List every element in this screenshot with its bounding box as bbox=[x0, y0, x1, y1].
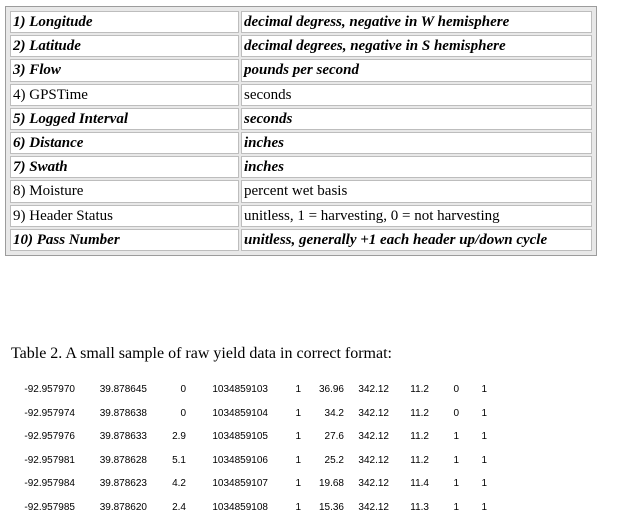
data-cell: 342.12 bbox=[358, 478, 389, 490]
field-name: 5) Logged Interval bbox=[10, 108, 239, 130]
field-unit: inches bbox=[241, 132, 592, 154]
data-cell: 11.2 bbox=[410, 384, 429, 396]
data-cell: 1 bbox=[295, 408, 301, 420]
data-cell: 1 bbox=[295, 502, 301, 514]
data-cell: 15.36 bbox=[319, 502, 344, 514]
table-2-caption: Table 2. A small sample of raw yield data in correct format: bbox=[11, 344, 392, 364]
data-cell: 342.12 bbox=[358, 384, 389, 396]
data-cell: 11.2 bbox=[410, 455, 429, 467]
field-unit: inches bbox=[241, 156, 592, 178]
data-cell: -92.957976 bbox=[24, 431, 75, 443]
field-row bbox=[10, 59, 592, 81]
data-cell: 1 bbox=[481, 502, 487, 514]
data-cell: 11.2 bbox=[410, 408, 429, 420]
field-row bbox=[10, 11, 592, 33]
data-cell: 1 bbox=[453, 455, 459, 467]
field-name: 6) Distance bbox=[10, 132, 239, 154]
field-row bbox=[10, 35, 592, 57]
data-cell: -92.957974 bbox=[24, 408, 75, 420]
data-cell: 1034859103 bbox=[212, 384, 268, 396]
data-cell: 19.68 bbox=[319, 478, 344, 490]
data-row bbox=[0, 380, 631, 404]
data-cell: 1 bbox=[295, 455, 301, 467]
data-cell: 1034859105 bbox=[212, 431, 268, 443]
data-cell: 34.2 bbox=[325, 408, 344, 420]
data-cell: 11.3 bbox=[410, 502, 429, 514]
data-cell: 1 bbox=[453, 502, 459, 514]
field-name: 9) Header Status bbox=[10, 205, 239, 227]
data-cell: 342.12 bbox=[358, 455, 389, 467]
field-name: 8) Moisture bbox=[10, 180, 239, 202]
data-cell: 342.12 bbox=[358, 502, 389, 514]
field-row bbox=[10, 180, 592, 202]
field-row bbox=[10, 132, 592, 154]
data-cell: 27.6 bbox=[325, 431, 344, 443]
field-unit: unitless, generally +1 each header up/down cycle bbox=[241, 229, 592, 251]
data-cell: 0 bbox=[180, 408, 186, 420]
data-cell: 39.878620 bbox=[100, 502, 147, 514]
field-unit: unitless, 1 = harvesting, 0 = not harvesting bbox=[241, 205, 592, 227]
data-cell: 39.878638 bbox=[100, 408, 147, 420]
data-cell: 1034859104 bbox=[212, 408, 268, 420]
field-row bbox=[10, 84, 592, 106]
data-cell: 1034859106 bbox=[212, 455, 268, 467]
data-cell: 1 bbox=[481, 455, 487, 467]
data-cell: 4.2 bbox=[172, 478, 186, 490]
data-cell: 2.9 bbox=[172, 431, 186, 443]
field-name: 3) Flow bbox=[10, 59, 239, 81]
field-unit: decimal degrees, negative in S hemisphere bbox=[241, 35, 592, 57]
data-cell: -92.957970 bbox=[24, 384, 75, 396]
field-definitions-table bbox=[5, 6, 597, 256]
data-row bbox=[0, 474, 631, 498]
field-name: 1) Longitude bbox=[10, 11, 239, 33]
data-cell: 1 bbox=[295, 384, 301, 396]
data-cell: 342.12 bbox=[358, 408, 389, 420]
data-cell: 25.2 bbox=[325, 455, 344, 467]
field-name: 7) Swath bbox=[10, 156, 239, 178]
data-cell: -92.957984 bbox=[24, 478, 75, 490]
field-unit: decimal degress, negative in W hemisphere bbox=[241, 11, 592, 33]
data-cell: 0 bbox=[180, 384, 186, 396]
data-cell: 1 bbox=[295, 478, 301, 490]
data-cell: 36.96 bbox=[319, 384, 344, 396]
field-definitions-grid bbox=[8, 9, 594, 253]
field-unit: pounds per second bbox=[241, 59, 592, 81]
data-cell: 342.12 bbox=[358, 431, 389, 443]
field-row bbox=[10, 156, 592, 178]
data-cell: 1 bbox=[481, 478, 487, 490]
data-cell: 1 bbox=[481, 431, 487, 443]
data-cell: 11.4 bbox=[410, 478, 429, 490]
data-cell: -92.957981 bbox=[24, 455, 75, 467]
data-row bbox=[0, 451, 631, 475]
data-cell: 1034859108 bbox=[212, 502, 268, 514]
data-cell: 11.2 bbox=[410, 431, 429, 443]
data-row bbox=[0, 498, 631, 521]
field-unit: seconds bbox=[241, 108, 592, 130]
field-unit: percent wet basis bbox=[241, 180, 592, 202]
data-cell: 0 bbox=[453, 408, 459, 420]
field-row bbox=[10, 229, 592, 251]
data-cell: 2.4 bbox=[172, 502, 186, 514]
field-name: 2) Latitude bbox=[10, 35, 239, 57]
field-row bbox=[10, 108, 592, 130]
data-cell: 39.878628 bbox=[100, 455, 147, 467]
field-unit: seconds bbox=[241, 84, 592, 106]
data-cell: 1 bbox=[481, 408, 487, 420]
data-cell: 1034859107 bbox=[212, 478, 268, 490]
data-cell: 5.1 bbox=[172, 455, 186, 467]
field-name: 4) GPSTime bbox=[10, 84, 239, 106]
data-cell: 1 bbox=[295, 431, 301, 443]
data-row bbox=[0, 404, 631, 428]
data-row bbox=[0, 427, 631, 451]
field-name: 10) Pass Number bbox=[10, 229, 239, 251]
data-cell: -92.957985 bbox=[24, 502, 75, 514]
field-row bbox=[10, 205, 592, 227]
data-cell: 39.878623 bbox=[100, 478, 147, 490]
data-cell: 1 bbox=[481, 384, 487, 396]
data-cell: 0 bbox=[453, 384, 459, 396]
data-cell: 39.878645 bbox=[100, 384, 147, 396]
data-cell: 39.878633 bbox=[100, 431, 147, 443]
data-cell: 1 bbox=[453, 478, 459, 490]
data-cell: 1 bbox=[453, 431, 459, 443]
